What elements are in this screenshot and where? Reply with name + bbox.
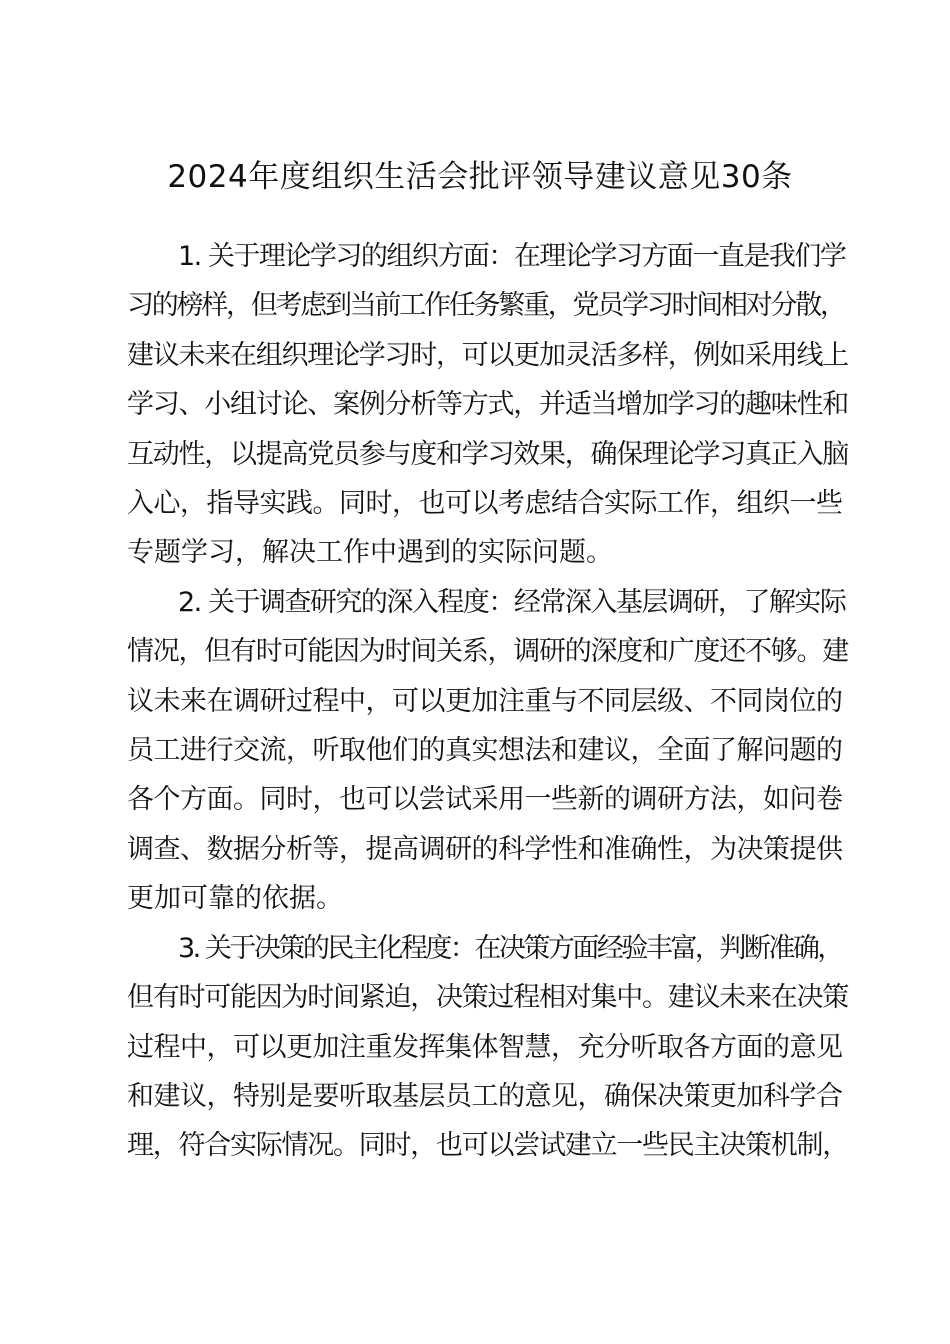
paragraph-1-line-7: 专题学习，解决工作中遇到的实际问题。	[127, 537, 613, 568]
paragraph-3-line-2: 但有时可能因为时间紧迫，决策过程相对集中。建议未来在决策	[127, 982, 848, 1013]
paragraph-2-line-2: 情况，但有时可能因为时间关系，调研的深度和广度还不够。建	[127, 636, 848, 667]
paragraph-2-line-4: 员工进行交流，听取他们的真实想法和建议，全面了解问题的	[127, 735, 843, 766]
paragraph-3-line-3: 过程中，可以更加注重发挥集体智慧，充分听取各方面的意见	[127, 1032, 843, 1063]
paragraph-1-line-5: 互动性，以提高党员参与度和学习效果，确保理论学习真正入脑	[127, 439, 848, 470]
paragraph-3-line-4: 和建议，特别是要听取基层员工的意见，确保决策更加科学合	[127, 1081, 843, 1112]
paragraph-2-line-7: 更加可靠的依据。	[127, 883, 343, 914]
paragraph-1-line-1: 1. 关于理论学习的组织方面：在理论学习方面一直是我们学	[178, 241, 846, 272]
paragraph-2-line-1: 2. 关于调查研究的深入程度：经常深入基层调研，了解实际	[178, 587, 846, 618]
paragraph-2-line-5: 各个方面。同时，也可以尝试采用一些新的调研方法，如问卷	[127, 784, 843, 815]
paragraph-1-line-6: 入心，指导实践。同时，也可以考虑结合实际工作，组织一些	[127, 488, 843, 519]
paragraph-3-line-5: 理，符合实际情况。同时，也可以尝试建立一些民主决策机制，	[127, 1130, 848, 1161]
paragraph-2-line-3: 议未来在调研过程中，可以更加注重与不同层级、不同岗位的	[127, 686, 843, 717]
paragraph-1-line-2: 习的榜样，但考虑到当前工作任务繁重，党员学习时间相对分散，	[127, 290, 845, 321]
paragraph-1-line-4: 学习、小组讨论、案例分析等方式，并适当增加学习的趣味性和	[127, 389, 848, 420]
document-title: 2024年度组织生活会批评领导建议意见30条	[167, 159, 793, 195]
paragraph-3-line-1: 3. 关于决策的民主化程度：在决策方面经验丰富，判断准确，	[178, 933, 842, 964]
paragraph-1-line-3: 建议未来在组织理论学习时，可以更加灵活多样，例如采用线上	[127, 340, 848, 371]
paragraph-2-line-6: 调查、数据分析等，提高调研的科学性和准确性，为决策提供	[127, 834, 843, 865]
